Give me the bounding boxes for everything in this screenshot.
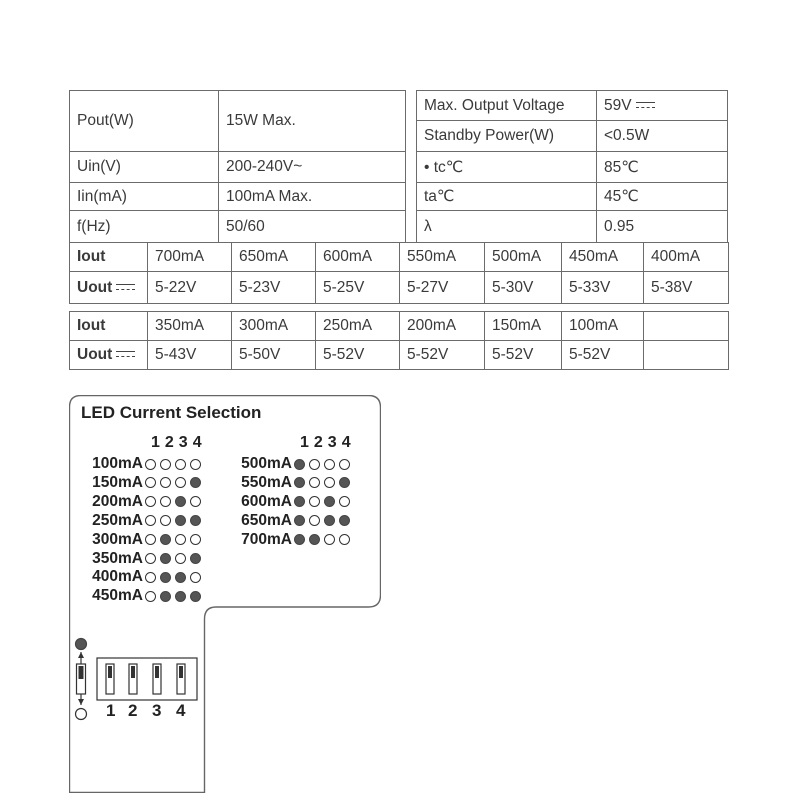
current-label: 250mA — [92, 511, 143, 529]
uout-cell: 5-52V — [485, 341, 562, 370]
switch-off-dot-icon — [160, 459, 171, 470]
spec-label: Pout(W) — [70, 91, 219, 152]
uout-label: Uout — [70, 341, 148, 370]
switch-off-dot-icon — [339, 534, 350, 545]
current-label: 100mA — [92, 455, 143, 472]
on-indicator-icon — [76, 639, 87, 650]
led-current-row — [226, 455, 354, 473]
spec-label: Standby Power(W) — [417, 121, 597, 152]
current-label: 500mA — [241, 455, 292, 472]
uout-cell: 5-52V — [562, 341, 644, 370]
switch-on-dot-icon — [175, 572, 186, 583]
current-label: 400mA — [92, 568, 143, 586]
uout-cell: 5-22V — [148, 272, 232, 304]
iout-cell: 300mA — [232, 312, 316, 341]
iout-cell: 150mA — [485, 312, 562, 341]
iout-label: Iout — [70, 243, 148, 272]
switch-off-dot-icon — [160, 496, 171, 507]
dc-symbol-icon — [116, 350, 135, 359]
iout-cell: 700mA — [148, 243, 232, 272]
switch-on-dot-icon — [190, 553, 201, 564]
led-current-row — [77, 587, 205, 605]
switch-off-dot-icon — [145, 496, 156, 507]
switch-off-dot-icon — [309, 477, 320, 488]
iout-cell: 100mA — [562, 312, 644, 341]
iout-cell: 400mA — [644, 243, 729, 272]
spec-value: 45℃ — [597, 183, 728, 211]
off-indicator-icon — [76, 709, 87, 720]
current-label: 150mA — [92, 473, 143, 491]
switch-off-dot-icon — [175, 553, 186, 564]
switch-number-header: 1234 — [300, 434, 356, 451]
switch-off-dot-icon — [190, 496, 201, 507]
current-label: 450mA — [92, 587, 143, 605]
spec-value: 85℃ — [597, 152, 728, 183]
dc-symbol-icon — [636, 101, 655, 110]
led-current-row — [77, 474, 205, 492]
uout-cell: 5-23V — [232, 272, 316, 304]
switch-off-dot-icon — [324, 459, 335, 470]
switch-off-dot-icon — [339, 496, 350, 507]
switch-off-dot-icon — [309, 459, 320, 470]
switch-on-dot-icon — [175, 515, 186, 526]
switch-off-dot-icon — [160, 477, 171, 488]
uout-cell: 5-52V — [316, 341, 400, 370]
switch-off-dot-icon — [339, 459, 350, 470]
spec-value: 0.95 — [597, 211, 728, 243]
led-current-row — [77, 568, 205, 586]
uout-cell: 5-27V — [400, 272, 485, 304]
switch-on-dot-icon — [190, 591, 201, 602]
uout-cell: 5-52V — [400, 341, 485, 370]
switch-on-dot-icon — [294, 534, 305, 545]
spec-value: 50/60 — [219, 211, 406, 243]
iout-label: Iout — [70, 312, 148, 341]
led-current-row — [226, 474, 354, 492]
spec-label: • tc℃ — [417, 152, 597, 183]
spec-label: Iin(mA) — [70, 183, 219, 211]
led-current-row — [226, 512, 354, 530]
switch-number-header: 1234 — [151, 434, 207, 451]
switch-on-dot-icon — [175, 496, 186, 507]
dip-switch-number: 3 — [152, 701, 162, 720]
led-current-row — [226, 493, 354, 511]
switch-on-dot-icon — [309, 534, 320, 545]
output-table-2 — [69, 311, 729, 370]
iout-cell: 350mA — [148, 312, 232, 341]
spec-value: 200-240V~ — [219, 152, 406, 183]
spec-label: Uin(V) — [70, 152, 219, 183]
spec-value: 15W Max. — [219, 91, 406, 152]
switch-on-dot-icon — [324, 496, 335, 507]
switch-on-dot-icon — [324, 515, 335, 526]
switch-off-dot-icon — [324, 477, 335, 488]
specs-table-right — [416, 90, 728, 243]
switch-off-dot-icon — [145, 572, 156, 583]
current-label: 550mA — [241, 473, 292, 491]
iout-cell: 500mA — [485, 243, 562, 272]
switch-off-dot-icon — [175, 459, 186, 470]
switch-off-dot-icon — [190, 572, 201, 583]
switch-off-dot-icon — [175, 477, 186, 488]
uout-cell — [644, 341, 729, 370]
current-label: 300mA — [92, 530, 143, 548]
switch-off-dot-icon — [309, 496, 320, 507]
switch-on-dot-icon — [294, 515, 305, 526]
switch-on-dot-icon — [339, 515, 350, 526]
led-current-row — [226, 531, 354, 549]
spec-label: λ — [417, 211, 597, 243]
iout-cell: 600mA — [316, 243, 400, 272]
switch-on-dot-icon — [294, 496, 305, 507]
switch-off-dot-icon — [145, 477, 156, 488]
switch-on-dot-icon — [190, 515, 201, 526]
switch-on-dot-icon — [175, 591, 186, 602]
uout-cell: 5-30V — [485, 272, 562, 304]
switch-off-dot-icon — [145, 553, 156, 564]
switch-on-dot-icon — [190, 477, 201, 488]
switch-on-dot-icon — [160, 534, 171, 545]
spec-label: f(Hz) — [70, 211, 219, 243]
iout-cell: 450mA — [562, 243, 644, 272]
switch-on-dot-icon — [294, 459, 305, 470]
specs-table-left — [69, 90, 406, 243]
spec-value: 100mA Max. — [219, 183, 406, 211]
dip-switch-number: 1 — [106, 701, 116, 720]
spec-value: <0.5W — [597, 121, 728, 152]
current-label: 350mA — [92, 549, 143, 567]
spec-value: 59V — [597, 91, 728, 121]
switch-on-dot-icon — [160, 553, 171, 564]
switch-off-dot-icon — [145, 515, 156, 526]
uout-cell: 5-33V — [562, 272, 644, 304]
switch-on-dot-icon — [339, 477, 350, 488]
led-current-row — [77, 493, 205, 511]
current-label: 200mA — [92, 492, 143, 510]
iout-cell: 250mA — [316, 312, 400, 341]
uout-cell: 5-25V — [316, 272, 400, 304]
current-label: 700mA — [241, 530, 292, 548]
switch-off-dot-icon — [145, 591, 156, 602]
spec-label: Max. Output Voltage — [417, 91, 597, 121]
led-selection-title: LED Current Selection — [81, 403, 262, 422]
switch-on-dot-icon — [294, 477, 305, 488]
iout-cell: 550mA — [400, 243, 485, 272]
switch-off-dot-icon — [190, 534, 201, 545]
iout-cell: 200mA — [400, 312, 485, 341]
uout-cell: 5-38V — [644, 272, 729, 304]
iout-cell: 650mA — [232, 243, 316, 272]
iout-cell — [644, 312, 729, 341]
switch-off-dot-icon — [145, 459, 156, 470]
uout-label: Uout — [70, 272, 148, 304]
switch-off-dot-icon — [309, 515, 320, 526]
output-table-1 — [69, 242, 729, 304]
uout-cell: 5-50V — [232, 341, 316, 370]
dip-switch-number: 4 — [176, 701, 186, 720]
dip-switch-number: 2 — [128, 701, 138, 720]
dc-symbol-icon — [116, 283, 135, 292]
spec-label: ta℃ — [417, 183, 597, 211]
switch-on-dot-icon — [160, 572, 171, 583]
switch-on-dot-icon — [160, 591, 171, 602]
switch-off-dot-icon — [190, 459, 201, 470]
switch-off-dot-icon — [175, 534, 186, 545]
uout-cell: 5-43V — [148, 341, 232, 370]
led-current-row — [77, 531, 205, 549]
switch-off-dot-icon — [324, 534, 335, 545]
led-current-row — [77, 550, 205, 568]
switch-off-dot-icon — [160, 515, 171, 526]
led-current-row — [77, 512, 205, 530]
current-label: 600mA — [241, 492, 292, 510]
led-current-row — [77, 455, 205, 473]
switch-off-dot-icon — [145, 534, 156, 545]
current-label: 650mA — [241, 511, 292, 529]
